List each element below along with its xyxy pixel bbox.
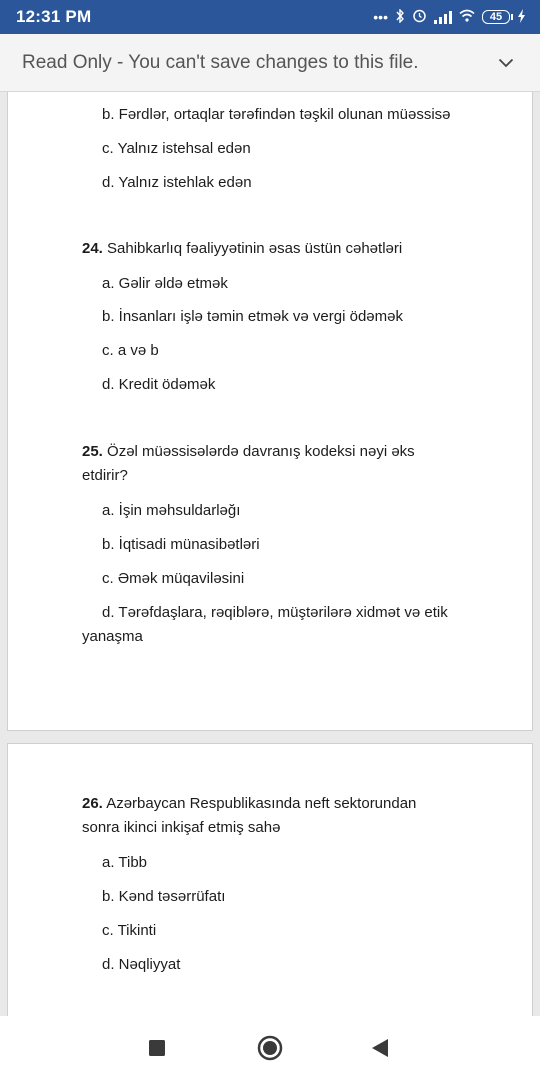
navigation-bar: [0, 1016, 540, 1080]
status-bar: [0, 0, 540, 34]
q26-option-a: a. Tibb: [102, 854, 148, 871]
q25-option-d: d. Tərəfdaşlara, rəqiblərə, müştərilərə xidmət və etik yanaşma: [82, 604, 448, 645]
status-time: 12:31 PM: [16, 7, 92, 26]
q24-option-b: b. İnsanları işlə təmin etmək və vergi ödəmək: [102, 308, 403, 325]
q25-option-a: a. İşin məhsuldarləğı: [102, 502, 241, 519]
q24-option-d: d. Kredit ödəmək: [102, 376, 216, 393]
document-page: [7, 743, 533, 1043]
read-only-message: Read Only - You can't save changes to this file.: [22, 51, 419, 73]
battery-icon: 45: [482, 10, 510, 24]
question-26: [82, 792, 482, 840]
question-25: [82, 440, 482, 488]
wifi-icon: [459, 9, 475, 25]
option-b-prev: b. Fərdlər, ortaqlar tərəfindən təşkil olunan müəssisə: [102, 106, 451, 123]
q25-option-c: c. Əmək müqaviləsini: [102, 570, 245, 587]
question-text: Sahibkarlıq fəaliyyətinin əsas üstün cəhətləri: [102, 240, 403, 257]
q26-option-c: c. Tikinti: [102, 922, 157, 939]
q24-option-a: a. Gəlir əldə etmək: [102, 275, 228, 292]
alarm-icon: [412, 8, 427, 26]
q25-option-b: b. İqtisadi münasibətləri: [102, 536, 260, 553]
back-button[interactable]: [372, 1039, 388, 1062]
question-text-line1: Azərbaycan Respublikasında neft sektorundan: [102, 795, 417, 812]
recents-button[interactable]: [149, 1040, 165, 1061]
question-number: 26.: [82, 795, 103, 812]
question-text-line1: Özəl müəssisələrdə davranış kodeksi nəyi əks: [102, 443, 415, 460]
question-text-line2: sonra ikinci inkişaf etmiş sahə: [82, 819, 281, 836]
read-only-banner: [0, 34, 540, 92]
bluetooth-icon: [395, 9, 405, 26]
question-number: 25.: [82, 443, 103, 460]
option-c-prev: c. Yalnız istehsal edən: [102, 140, 251, 157]
q26-option-d: d. Nəqliyyat: [102, 956, 181, 973]
status-icons: [373, 8, 526, 26]
chevron-down-icon[interactable]: [498, 58, 514, 68]
q26-option-b: b. Kənd təsərrüfatı: [102, 888, 226, 905]
q24-option-c: c. a və b: [102, 342, 159, 359]
charging-icon: [517, 9, 526, 26]
more-dots-icon: •••: [373, 9, 388, 25]
option-d-prev: d. Yalnız istehlak edən: [102, 174, 252, 191]
document-page: [7, 92, 533, 731]
home-button[interactable]: [257, 1035, 283, 1066]
question-text-line2: etdirir?: [82, 467, 128, 484]
signal-icon: [434, 10, 452, 24]
question-24: [82, 237, 482, 261]
question-number: 24.: [82, 240, 103, 257]
